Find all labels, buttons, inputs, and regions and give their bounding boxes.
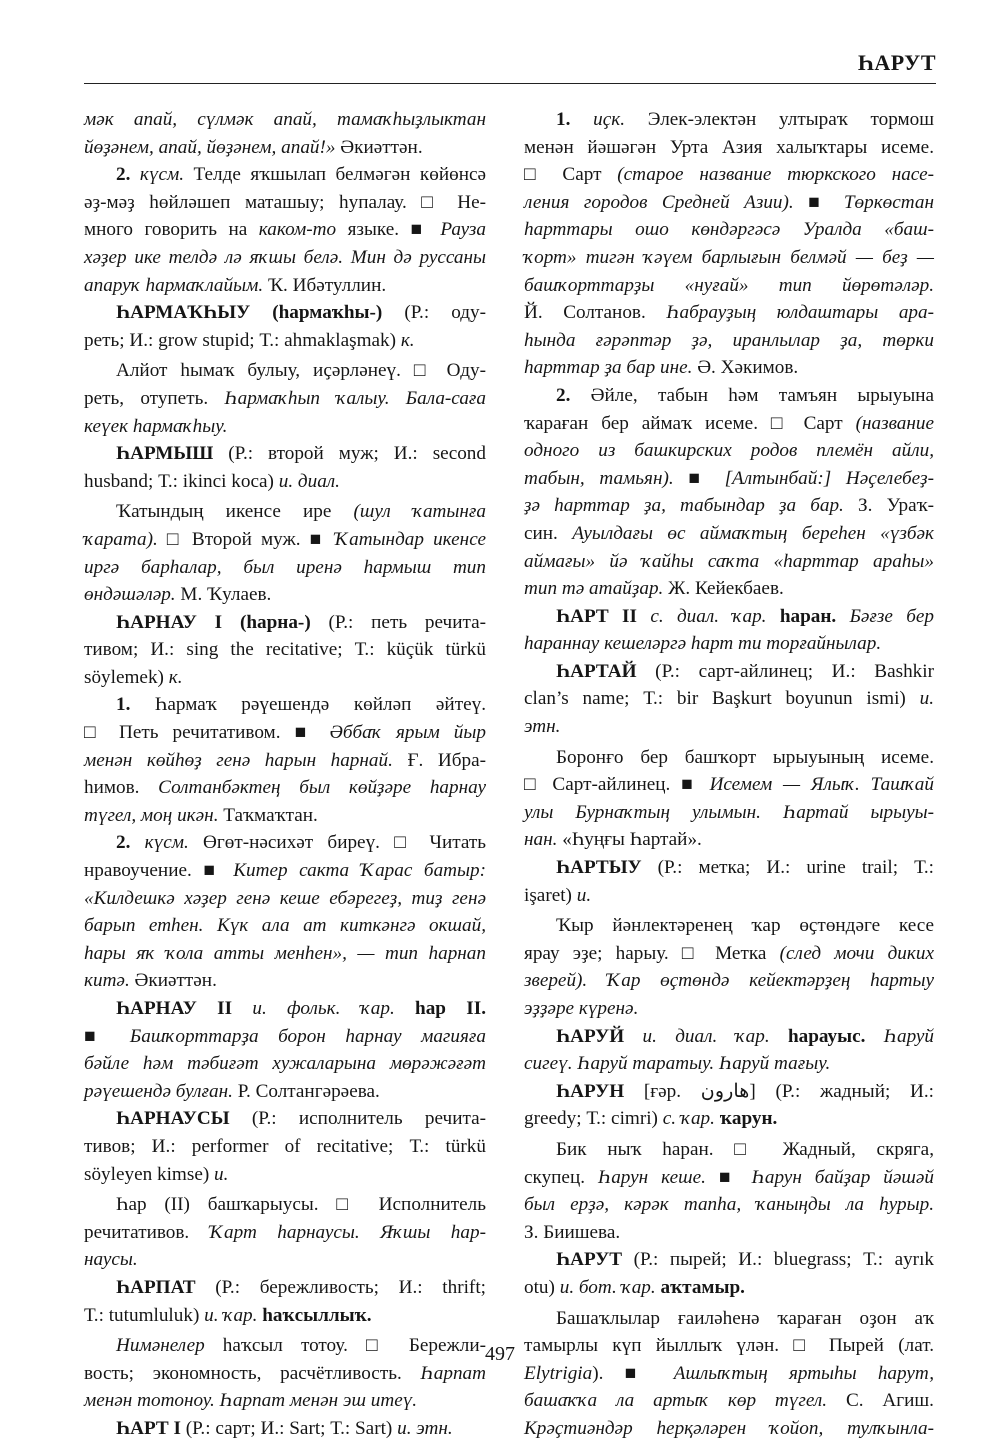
text-line [524,575,934,603]
italic-text: к. [400,329,415,351]
headword: ҺАРТ II [556,605,637,627]
italic-text: Башҡорттарҙа борон һарнау магияға [129,1025,486,1047]
text-segment: ■ [793,191,844,213]
headword: һаҡсыллыҡ. [262,1304,372,1326]
headword: ҺАРТ I [116,1417,181,1439]
text-segment: Әкиәттән. [129,970,217,992]
text-segment: Р. Солтангәрәева. [232,1080,380,1102]
text-segment: тамырлы күп йыллыҡ үлән. □ Пырей (лат. [524,1335,934,1357]
text-line [524,882,934,910]
italic-text: и. [576,884,592,906]
text-segment: söyleyen kimse) [84,1163,215,1185]
text-line [524,327,934,355]
text-segment: Ғ. Ибра- [392,749,486,771]
text-segment: Ҡыр йәнлектәренең ҡар өҫтөндәге кесе [556,915,934,937]
text-segment: ■ [84,1025,130,1047]
headword: ҺАРУН [556,1080,625,1102]
italic-text: «Килдешкә хәҙер генә кеше ебәрегеҙ, тиҙ генә [84,887,486,909]
text-segment: (Р.: пырей; И.: bluegrass; Т.: ayrık [622,1249,934,1271]
page-number: 497 [485,1343,515,1365]
italic-text: Әббаҡ ярым йыр [329,722,486,744]
text-line [84,1219,486,1247]
text-line [524,1105,934,1133]
text-segment [637,606,650,627]
text-segment: Боронғо бер башҡорт ырыуының исеме. [556,746,934,768]
italic-text: китә. [84,970,130,992]
italic-text: Солтанбәктең был көйҙәре һарнау [158,777,486,799]
text-line [84,106,486,134]
text-segment: М. Ҡулаев. [175,584,272,606]
right-column [524,106,934,1443]
italic-text: ления городов Средней Азии). [524,191,794,213]
text-line [524,354,934,382]
text-segment: Ә. Хәкимов. [692,357,799,379]
text-line [84,385,486,413]
text-segment: (Р.: сарт; И.: Sart; Т.: Sart) [180,1417,398,1439]
text-line [524,685,934,713]
text-line [524,189,934,217]
italic-text: түгел, моң икән. [84,804,219,826]
headword: 2. [116,164,131,186]
headword: ҺАРПАТ [116,1276,196,1298]
text-line [84,244,486,272]
italic-text: одного из башкирских родов племён айли, [524,440,934,462]
text-segment: husband; Т.: ikinci koca) [84,470,279,492]
text-line [84,440,486,468]
italic-text: (шул ҡатынға [353,501,486,523]
text-segment: нравоучение. ■ [84,860,234,882]
text-line [524,134,934,162]
text-line [524,995,934,1023]
italic-text: эҙҙәре күренә. [524,998,639,1019]
text-line [84,189,486,217]
text-segment: менән йәшәгән Урта Азия халыҡтары исеме. [524,136,934,158]
italic-text: бәйле һәм тәбиғәт хужаларына мөрәжәғәт [84,1053,486,1075]
text-segment: otu) [524,1276,560,1298]
text-line [524,244,934,272]
text-line [84,995,486,1023]
text-segment [232,998,252,1019]
text-line [84,829,486,857]
text-segment: söylemek) [84,666,169,688]
text-segment: (Р.: исполнитель речита- [229,1108,486,1130]
text-line [84,967,486,995]
italic-text: кеүек һармаҡһыу. [84,415,228,437]
text-segment [770,1026,788,1047]
italic-text: йөҙәнем, апай, йөҙәнем, апай!» [84,136,336,158]
text-line [524,161,934,189]
text-line [524,410,934,438]
italic-text: башҡорттарҙы «нуғай» тип йөрөтәләр. [524,274,934,296]
text-line [84,747,486,775]
text-segment: Әкиәттән. [335,136,423,158]
text-line [524,1387,934,1415]
italic-text: ҡарата). [84,528,158,550]
text-line [84,1246,486,1274]
headword: һаран. [779,605,837,627]
italic-text: барып етһен. Күк ала ат киткәнгә окшай, [84,915,486,937]
text-segment [836,606,849,627]
italic-text: иргә барһалар, был иренә һармыш тип [84,556,486,578]
italic-text: с. ҡар. [662,1108,715,1130]
text-line [84,357,486,385]
text-segment: ■ [705,1166,752,1188]
italic-text: (старое название тюркского насе- [617,164,934,186]
italic-text: Һарпат [420,1362,486,1384]
text-segment: тивом; И.: sing the recitative; Т.: küçük türkü [84,639,486,661]
text-line [84,216,486,244]
italic-text: нан. [524,829,558,851]
text-line [524,1164,934,1192]
italic-text: Ҡарт һарнаусы. Яҡшы һар- [209,1221,486,1243]
text-segment: □ Второй муж. ■ [157,528,335,550]
italic-text: зверей). Ҡар өҫтөндә кейектәрҙең һартыу [524,970,934,992]
text-line [84,272,486,300]
italic-text: Нимәнелер [116,1335,205,1357]
italic-text: аймағы» йә ҡайһы саҡта «һарттар араһы» [524,550,934,572]
text-segment: әҙ-мәҙ һөйләшеп маташыу; һупалау. □ Не- [84,191,486,213]
text-segment [570,109,593,130]
italic-text: Һармаҡһып ҡалыу. Бала-саға [224,387,486,409]
italic-text: менән тотоноу. Һарпат менән эш итеү. [84,1390,418,1412]
text-line [84,1415,486,1443]
italic-text: и. диал. ҡар. [642,1025,770,1047]
headword: ҺАРНАУ I (һарна-) [116,611,311,633]
text-segment: ). ■ [592,1362,674,1384]
headword: ҺАРНАУСЫ [116,1108,230,1130]
text-line [84,1387,486,1415]
text-segment: greedy; Т.: cimri) [524,1108,663,1130]
text-line [524,1246,934,1274]
text-line [524,854,934,882]
text-segment: Әйле, табын һәм тамъян ырыуына [570,384,934,406]
italic-text: менән көйһөҙ генә һарын һарнай. [84,749,393,771]
headword: һар II. [415,998,486,1019]
text-segment: һаҡсыл тотоу. □ Бережли- [204,1335,486,1357]
text-line [84,468,486,496]
italic-text: Исемем — Ялыҡ. Ташҡай [709,774,934,796]
text-line [524,826,934,854]
headword: 1. [556,109,571,130]
text-line [524,216,934,244]
text-line [524,106,934,134]
text-line [84,1302,486,1330]
italic-text: и. фольк. ҡар. [252,998,395,1019]
headword: 2. [556,384,571,406]
italic-text: сигеү. Һаруй таратыу. Һаруй тағыу. [524,1053,831,1075]
italic-text: с. диал. ҡар. [650,605,767,627]
text-line [84,134,486,162]
left-column [84,106,486,1443]
headword: ҺАРТАЙ [556,660,637,682]
text-segment [130,832,144,853]
italic-text: һары яҡ ҡола атты менһен», — тип һарнап [84,942,486,964]
text-segment: вость; экономность, расчётливость. [84,1362,421,1384]
italic-text: ҙә һарттар ҙа, табындар ҙа бар. [524,495,844,517]
headword: ҡарун. [719,1108,778,1130]
text-line [84,413,486,441]
text-line [84,1133,486,1161]
text-line [84,664,486,692]
text-segment: «Һуңғы Һартай». [557,829,702,851]
headword: ҺАРМАҠҺЫУ (һармаҡһы-) [116,302,383,324]
text-line [524,1305,934,1333]
text-line [84,609,486,637]
headword: һарауыс. [787,1025,866,1047]
text-line [524,967,934,995]
text-segment: Башаҡлылар ғаиләһенә ҡараған оҙон аҡ [556,1307,934,1329]
headword: ҺАРУЙ [556,1025,625,1047]
text-line [84,1023,486,1051]
text-segment: (Р.: оду- [382,302,486,324]
text-line [524,465,934,493]
italic-text: Һарун кеше. [597,1166,706,1188]
italic-text: Төркөстан [843,191,934,213]
text-line [84,1105,486,1133]
text-segment [865,1026,883,1047]
italic-text: Ауылдағы өс аймаҡтың береһен «үзбәк [572,522,934,544]
italic-text: Һарун байҙар йәшәй [751,1166,934,1188]
header-rule [84,83,936,84]
italic-text: этн. [524,716,561,738]
text-segment: Телде яҡшылап белмәгән көйөнсә [184,164,487,186]
italic-text: [Алтынбай:] Нәҫелебеҙ- [724,467,935,489]
italic-text: хәҙер ике телдә лә яҡшы белә. Мин дә руссаны [84,246,486,268]
text-line [84,498,486,526]
text-segment: реть, отупеть. [84,387,225,409]
text-line [524,1219,934,1247]
text-segment: Һармаҡ рәүешендә көйләп әйтеү. [130,694,486,716]
text-segment: □ Сарт-айлинец. ■ [524,774,710,796]
text-segment: (Р.: петь речита- [310,611,486,633]
text-segment: З. Биишева. [524,1221,621,1243]
italic-text: улы Бурнаҡтың улымын. Һартай ырыуы- [524,801,934,823]
italic-text: тип тә атайҙар. [524,578,664,600]
text-line [524,1023,934,1051]
text-segment: ярау эҙе; һарыу. □ Метка [524,942,780,964]
text-segment: [ғәр. هارون] (Р.: жадный; И.: [624,1080,934,1102]
text-line [524,1274,934,1302]
italic-text: (название [855,412,934,434]
text-segment: ҡараған бер аймаҡ исеме. □ Сарт [524,412,856,434]
text-segment: (Р.: сарт-айлинец; И.: Bashkir [636,660,934,682]
headword: аҡтамыр. [660,1276,745,1298]
text-segment: һимов. [84,777,159,799]
text-line [524,713,934,741]
italic-text: каком-то [258,219,337,241]
text-line [524,548,934,576]
text-segment: (Р.: бережливость; И.: thrift; [195,1276,486,1298]
italic-text: Китер сакта Ҡарас батыр: [233,860,486,882]
text-segment: Өгөт-нәсихәт биреү. □ Читать [188,832,487,854]
text-segment: речитативов. [84,1221,210,1243]
text-line [84,636,486,664]
text-segment: (Р.: метка; И.: urine trail; Т.: [641,857,934,879]
italic-text: һараннау кешеләргә һарт ти торғайнылар. [524,633,882,655]
italic-text: һарттар ҙа бар ине. [524,357,693,379]
text-line [84,1161,486,1189]
text-line [524,799,934,827]
text-line [524,492,934,520]
text-line [84,691,486,719]
text-line [524,272,934,300]
headword: ҺАРНАУ II [116,998,233,1019]
running-head: ҺАРУТ [857,50,936,75]
italic-text: мәк апай, сүлмәк апай, тамаҡһыҙлыктан [84,109,486,130]
text-line [524,1050,934,1078]
text-line [84,581,486,609]
text-segment: много говорить на [84,219,259,241]
text-segment: (Р.: второй муж; И.: second [213,443,486,465]
text-line [524,912,934,940]
italic-text: апаруҡ һармаҡлайым. [84,274,264,296]
italic-text: и. [919,688,934,710]
text-line [84,802,486,830]
italic-text: наусы. [84,1249,138,1271]
text-segment: Алйот һымаҡ булыу, иҫәрләнеү. □ Оду- [116,360,486,382]
italic-text: башаҡҡа ла артыҡ көр түгел. [524,1390,828,1412]
text-line [84,912,486,940]
italic-text: и. бот. ҡар. [559,1276,656,1298]
text-line [524,1078,934,1106]
text-line [524,630,934,658]
italic-text: Elytrigia [524,1362,593,1384]
italic-text: Рауза [440,219,487,241]
text-line [524,658,934,686]
headword: 2. [116,832,131,854]
text-segment: Элек-электән ултыраҡ тормош [625,109,935,130]
text-segment: Һар (II) башҡарыусы. □ Исполнитель [116,1194,486,1216]
text-line [84,1078,486,1106]
italic-text: Крәҫтиәндәр һерқәләрен ҡойоп, тулҡынла- [524,1417,934,1439]
italic-text: и. этн. [397,1417,453,1439]
text-segment: Й. Солтанов. [524,302,667,324]
text-segment: Бик ныҡ һаран. □ Жадный, скряга, [556,1138,934,1160]
italic-text: иҫк. [593,109,626,130]
text-line [84,774,486,802]
text-segment: тивов; И.: performer of recitative; Т.: türkü [84,1135,486,1157]
italic-text: табын, тамьян). [524,467,674,489]
italic-text: Һабрауҙың юлдаштары ара- [666,302,934,324]
text-line [84,327,486,355]
text-line [84,1191,486,1219]
text-segment: □ Сарт [524,164,618,186]
italic-text: күсм. [144,832,189,854]
text-line [524,744,934,772]
text-line [84,1050,486,1078]
italic-text: ҡорт» тигән ҡәүем барлығын белмәй — беҙ — [524,246,934,268]
text-line [524,437,934,465]
text-line [84,719,486,747]
italic-text: күсм. [139,164,185,186]
text-line [84,299,486,327]
italic-text: Бәғзе бер [849,605,934,627]
text-line [84,940,486,968]
text-segment: языке. ■ [336,219,441,241]
text-segment: işaret) [524,884,577,906]
italic-text: и. ҡар. [204,1304,258,1326]
text-segment: Ж. Кейекбаев. [663,578,784,600]
italic-text: һында ғәрәптәр ҙә, иранлылар ҙа, төрки [524,329,934,351]
text-line [84,554,486,582]
text-segment: реть; И.: grow stupid; Т.: ahmaklaşmak) [84,329,401,351]
italic-text: был ерҙә, кәрәк тапһа, ҡаныңды ла һурыр. [524,1194,934,1216]
text-segment: Т.: tutumluluk) [84,1304,205,1326]
text-segment: □ Петь речитативом. ■ [84,722,330,744]
text-segment: Ҡ. Ибәтуллин. [263,274,387,296]
text-line [524,940,934,968]
text-line [84,857,486,885]
text-line [524,382,934,410]
text-line [524,1191,934,1219]
headword: ҺАРМЫШ [116,443,214,465]
text-segment: скупец. [524,1166,598,1188]
italic-text: Ҡатындар икенсе [334,528,486,550]
text-line [524,603,934,631]
text-line [524,299,934,327]
text-line [524,1415,934,1443]
text-segment: Ҡатындың икенсе ире [116,501,354,523]
italic-text: рәүешендә булған. [84,1080,233,1102]
italic-text: Ашлыҡтың яртыһы һарут, [673,1362,934,1384]
text-line [84,161,486,189]
italic-text: (след мочи диких [779,942,934,964]
text-line [524,771,934,799]
text-segment: син. [524,522,573,544]
italic-text: һарттары ошо көндәргәсә Уралда «баш- [524,219,934,241]
text-line [524,1136,934,1164]
text-segment [624,1026,642,1047]
text-segment [130,164,140,185]
text-line [84,1274,486,1302]
text-line [84,885,486,913]
text-segment [395,998,415,1019]
italic-text: и. диал. [278,470,340,492]
italic-text: Һаруй [883,1025,935,1047]
text-segment: ■ [673,467,725,489]
text-line [524,520,934,548]
italic-text: к. [168,666,183,688]
italic-text: өндәшәләр. [84,584,176,606]
text-segment: С. Агиш. [827,1390,934,1412]
headword: 1. [116,694,131,716]
headword: ҺАРТЫУ [556,857,642,879]
text-line [84,526,486,554]
text-segment: Таҡмаҡтан. [218,804,318,826]
text-segment [766,606,779,627]
text-segment: З. Ураҡ- [843,495,935,517]
headword: ҺАРУТ [556,1249,623,1271]
italic-text: и. [214,1163,229,1185]
text-segment: clan’s name; Т.: bir Başkurt boyunun ismi) [524,688,920,710]
